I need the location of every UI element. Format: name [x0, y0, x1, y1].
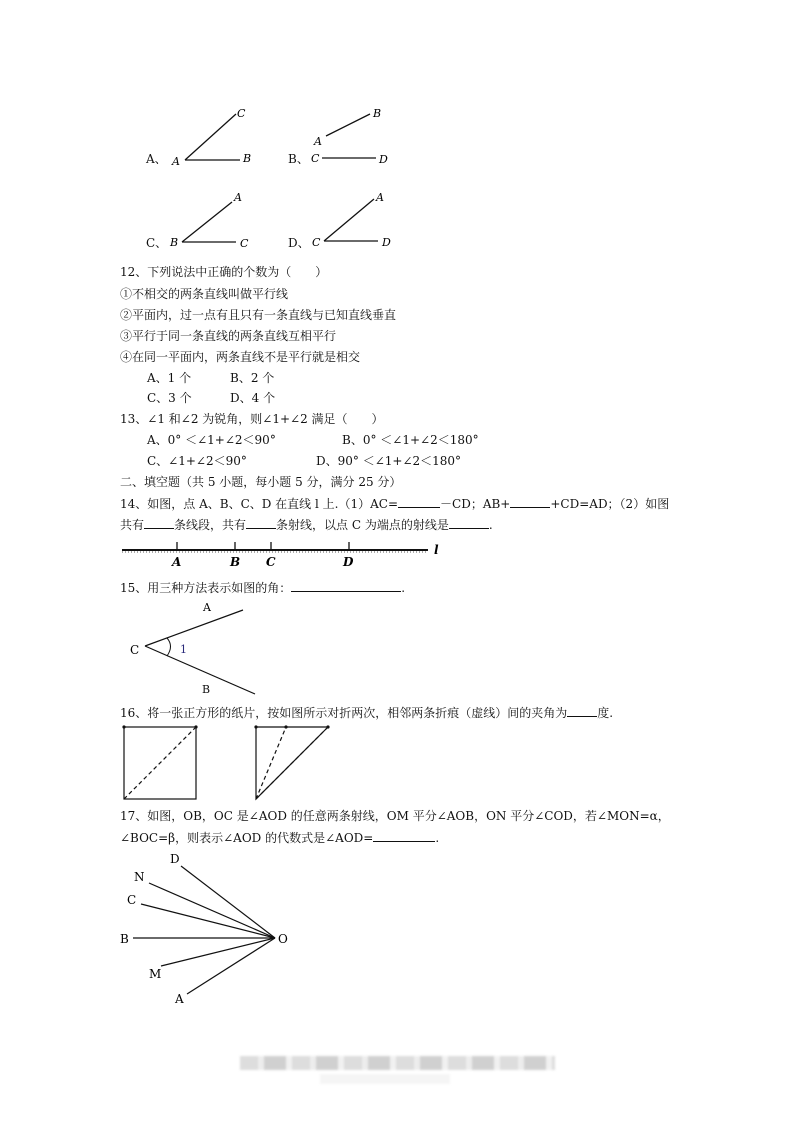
q11-option-c-figure [140, 185, 260, 255]
q11-option-a-figure [140, 102, 260, 172]
q14-blank-5[interactable] [449, 516, 489, 529]
footer-watermark [240, 1056, 555, 1070]
q12-statement-2: ②平面内，过一点有且只有一条直线与已知直线垂直 [120, 308, 397, 322]
section-2-heading: 二、填空题（共 5 小题，每小题 5 分，满分 25 分） [120, 475, 402, 489]
q12-stem: 12、下列说法中正确的个数为（ ） [120, 265, 328, 279]
q12-option-b: B、2 个 [230, 371, 275, 385]
q12-statement-4: ④在同一平面内，两条直线不是平行就是相交 [120, 350, 361, 364]
q15-line [120, 579, 405, 596]
q16-blank[interactable] [567, 704, 597, 717]
q13-option-c: C、∠1+∠2＜90° [147, 454, 247, 468]
q15-stem: 15、用三种方法表示如图的角： [120, 581, 292, 595]
point-c-label: C [312, 236, 321, 249]
q13-stem: 13、∠1 和∠2 为锐角，则∠1+∠2 满足（ ） [120, 412, 384, 426]
point-b-label: B [170, 236, 179, 249]
q17-line-1: 17、如图，OB，OC 是∠AOD 的任意两条射线，OM 平分∠AOB，ON 平分∠COD，若∠MON=α， [120, 809, 670, 823]
q15-blank[interactable] [291, 579, 401, 592]
q12-statement-3: ③平行于同一条直线的两条直线互相平行 [120, 329, 337, 343]
q12-option-c: C、3 个 [147, 391, 192, 405]
q14-text-2c: 条射线，以点 C 为端点的射线是 [276, 518, 449, 532]
point-o-label: O [278, 932, 288, 946]
footer-watermark-secondary [320, 1074, 450, 1084]
point-a-label: A [172, 555, 182, 569]
q13-option-a: A、0° ＜∠1+∠2＜90° [147, 433, 276, 447]
option-b-prefix: B、 [288, 152, 309, 166]
q14-line-figure [120, 536, 450, 572]
q11-option-b-figure [282, 102, 402, 172]
q14-text-2d: . [488, 518, 493, 532]
q17-rays-figure [115, 848, 305, 1008]
point-d-label: D [382, 236, 391, 249]
q12-option-a: A、1 个 [147, 371, 192, 385]
option-d-prefix: D、 [288, 236, 310, 250]
line-l-label: l [434, 543, 439, 557]
q14-text-1a: 14、如图，点 A、B、C、D 在直线 l 上.（1）AC= [120, 497, 399, 511]
q12-statement-1: ①不相交的两条直线叫做平行线 [120, 287, 289, 301]
point-m-label: M [149, 967, 162, 981]
option-c-prefix: C、 [146, 236, 168, 250]
point-a-label: A [203, 601, 211, 614]
q14-line-2 [120, 516, 493, 533]
point-n-label: N [134, 870, 145, 884]
q17-blank[interactable] [373, 829, 435, 842]
point-d-label: D [170, 852, 180, 866]
point-a-label: A [234, 191, 242, 204]
q14-blank-1[interactable] [398, 495, 440, 508]
q14-text-2a: 共有 [120, 518, 145, 532]
q11-option-d-figure [282, 185, 402, 255]
q14-line-1 [120, 495, 669, 512]
point-b-label: B [120, 932, 129, 946]
point-a-label: A [314, 135, 322, 148]
q13-option-b: B、0° ＜∠1+∠2＜180° [342, 433, 479, 447]
point-c-label: C [266, 555, 276, 569]
point-a-label: A [172, 155, 180, 168]
q14-text-1b: －CD；AB+ [440, 497, 511, 511]
q15-end: . [401, 581, 406, 595]
q17-line-2 [120, 829, 439, 846]
q12-option-d: D、4 个 [230, 391, 276, 405]
q16-folded-figure [250, 722, 340, 802]
point-b-label: B [243, 152, 252, 165]
point-b-label: B [373, 107, 382, 120]
point-b-label: B [202, 683, 211, 696]
q16-stem: 16、将一张正方形的纸片，按如图所示对折两次，相邻两条折痕（虚线）间的夹角为 [120, 706, 568, 720]
q16-line [120, 704, 613, 721]
q14-blank-4[interactable] [246, 516, 276, 529]
option-a-prefix: A、 [146, 152, 167, 166]
point-a-label: A [175, 992, 184, 1006]
q16-end: 度. [597, 706, 614, 720]
q16-square-figure [118, 722, 203, 802]
point-c-label: C [240, 237, 249, 250]
q17-text-2b: . [435, 831, 440, 845]
point-a-label: A [376, 191, 384, 204]
q14-text-1c: +CD=AD；（2）如图 [550, 497, 670, 511]
point-c-label: C [311, 152, 320, 165]
q13-option-d: D、90° ＜∠1+∠2＜180° [316, 454, 462, 468]
point-c-label: C [237, 107, 246, 120]
point-d-label: D [343, 555, 354, 569]
point-b-label: B [230, 555, 241, 569]
point-c-label: C [130, 643, 140, 657]
q15-angle-figure [125, 598, 265, 698]
q14-text-2b: 条线段，共有 [174, 518, 247, 532]
q14-blank-2[interactable] [510, 495, 550, 508]
point-c-label: C [127, 893, 137, 907]
angle-1-label: 1 [180, 643, 187, 656]
q14-blank-3[interactable] [144, 516, 174, 529]
q17-text-2a: ∠BOC=β，则表示∠AOD 的代数式是∠AOD= [120, 831, 374, 845]
point-d-label: D [379, 153, 388, 166]
